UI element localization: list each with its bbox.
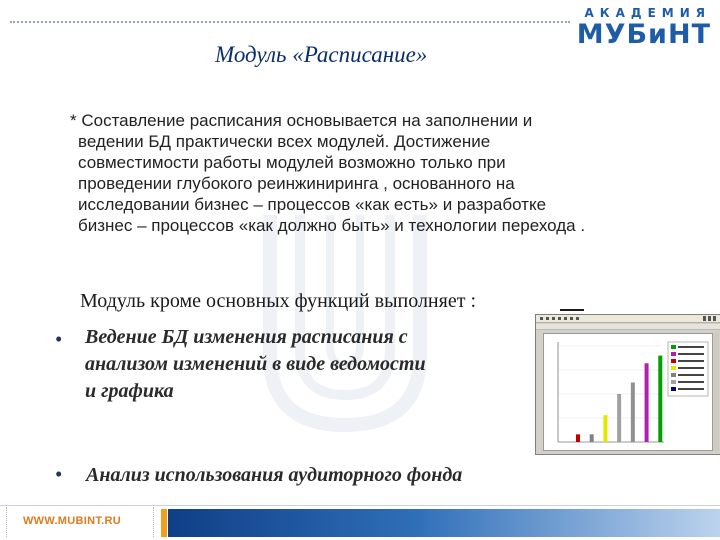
thumbnail-legend-text: [678, 388, 704, 390]
footer-gradient-bar: [168, 509, 720, 537]
functions-lead: Модуль кроме основных функций выполняет :: [80, 290, 477, 312]
thumbnail-legend-swatch: [671, 373, 676, 377]
thumbnail-titlebar: [536, 315, 720, 323]
thumbnail-legend-swatch: [671, 359, 676, 363]
thumbnail-bar: [658, 356, 662, 442]
thumbnail-bar: [603, 415, 607, 442]
thumbnail-chart-area: [543, 333, 713, 451]
footer-url-link[interactable]: WWW.MUBINT.RU: [23, 515, 121, 527]
footer-accent-strip: [161, 509, 167, 537]
thumbnail-legend-text: [678, 367, 704, 369]
thumbnail-legend-text: [678, 374, 704, 376]
bullet-dot: •: [55, 327, 63, 351]
bullet-line: и графика: [85, 380, 174, 402]
thumbnail-chart: [544, 334, 714, 452]
thumbnail-legend-swatch: [671, 387, 676, 391]
thumbnail-legend-swatch: [671, 366, 676, 370]
thumbnail-bar: [617, 394, 621, 442]
thumbnail-bar: [645, 363, 649, 442]
thumbnail-bar: [631, 382, 635, 442]
lead-underline: [560, 309, 584, 311]
bullet-item-classroom-analysis: Анализ использования аудиторного фонда: [86, 464, 463, 486]
thumbnail-legend-text: [678, 360, 704, 362]
bullet-line: анализом изменений в виде ведомости: [85, 353, 426, 375]
thumbnail-legend-text: [678, 353, 704, 355]
thumbnail-bar: [590, 434, 594, 442]
thumbnail-legend-text: [678, 381, 704, 383]
thumbnail-toolbar: [536, 324, 720, 330]
intro-line: совместимости работы модулей возможно только при: [78, 153, 506, 172]
bullet-dot: •: [55, 462, 63, 486]
intro-line: * Составление расписания основывается на заполнении и: [70, 111, 533, 130]
thumbnail-legend-swatch: [671, 380, 676, 384]
bullet-line: Ведение БД изменения расписания с: [85, 326, 408, 348]
intro-line: бизнес – процессов «как должно быть» и технологии перехода .: [78, 216, 586, 235]
footer-rule: [0, 505, 720, 506]
logo-main-text: МУБиНТ: [576, 19, 711, 50]
thumbnail-legend-swatch: [671, 352, 676, 356]
thumbnail-legend-text: [678, 346, 704, 348]
thumbnail-bar: [576, 434, 580, 442]
thumbnail-legend-swatch: [671, 345, 676, 349]
app-screenshot-thumbnail: [535, 314, 720, 455]
header-dotted-rule: [10, 21, 570, 23]
logo-top-text: АКАДЕМИЯ: [584, 6, 711, 20]
slide-title: Модуль «Расписание»: [215, 42, 428, 67]
intro-line: исследовании бизнес – процессов «как есть» и разработке: [78, 195, 547, 214]
bullet-item-schedule-changes: [82, 324, 426, 405]
intro-line: ведении БД практически всех модулей. Достижение: [78, 132, 491, 151]
thumbnail-scrollbar: [713, 333, 719, 451]
intro-line: проведении глубокого реинжиниринга , основанного на: [78, 174, 515, 193]
academy-logo: [575, 6, 715, 50]
intro-paragraph: [64, 110, 704, 236]
